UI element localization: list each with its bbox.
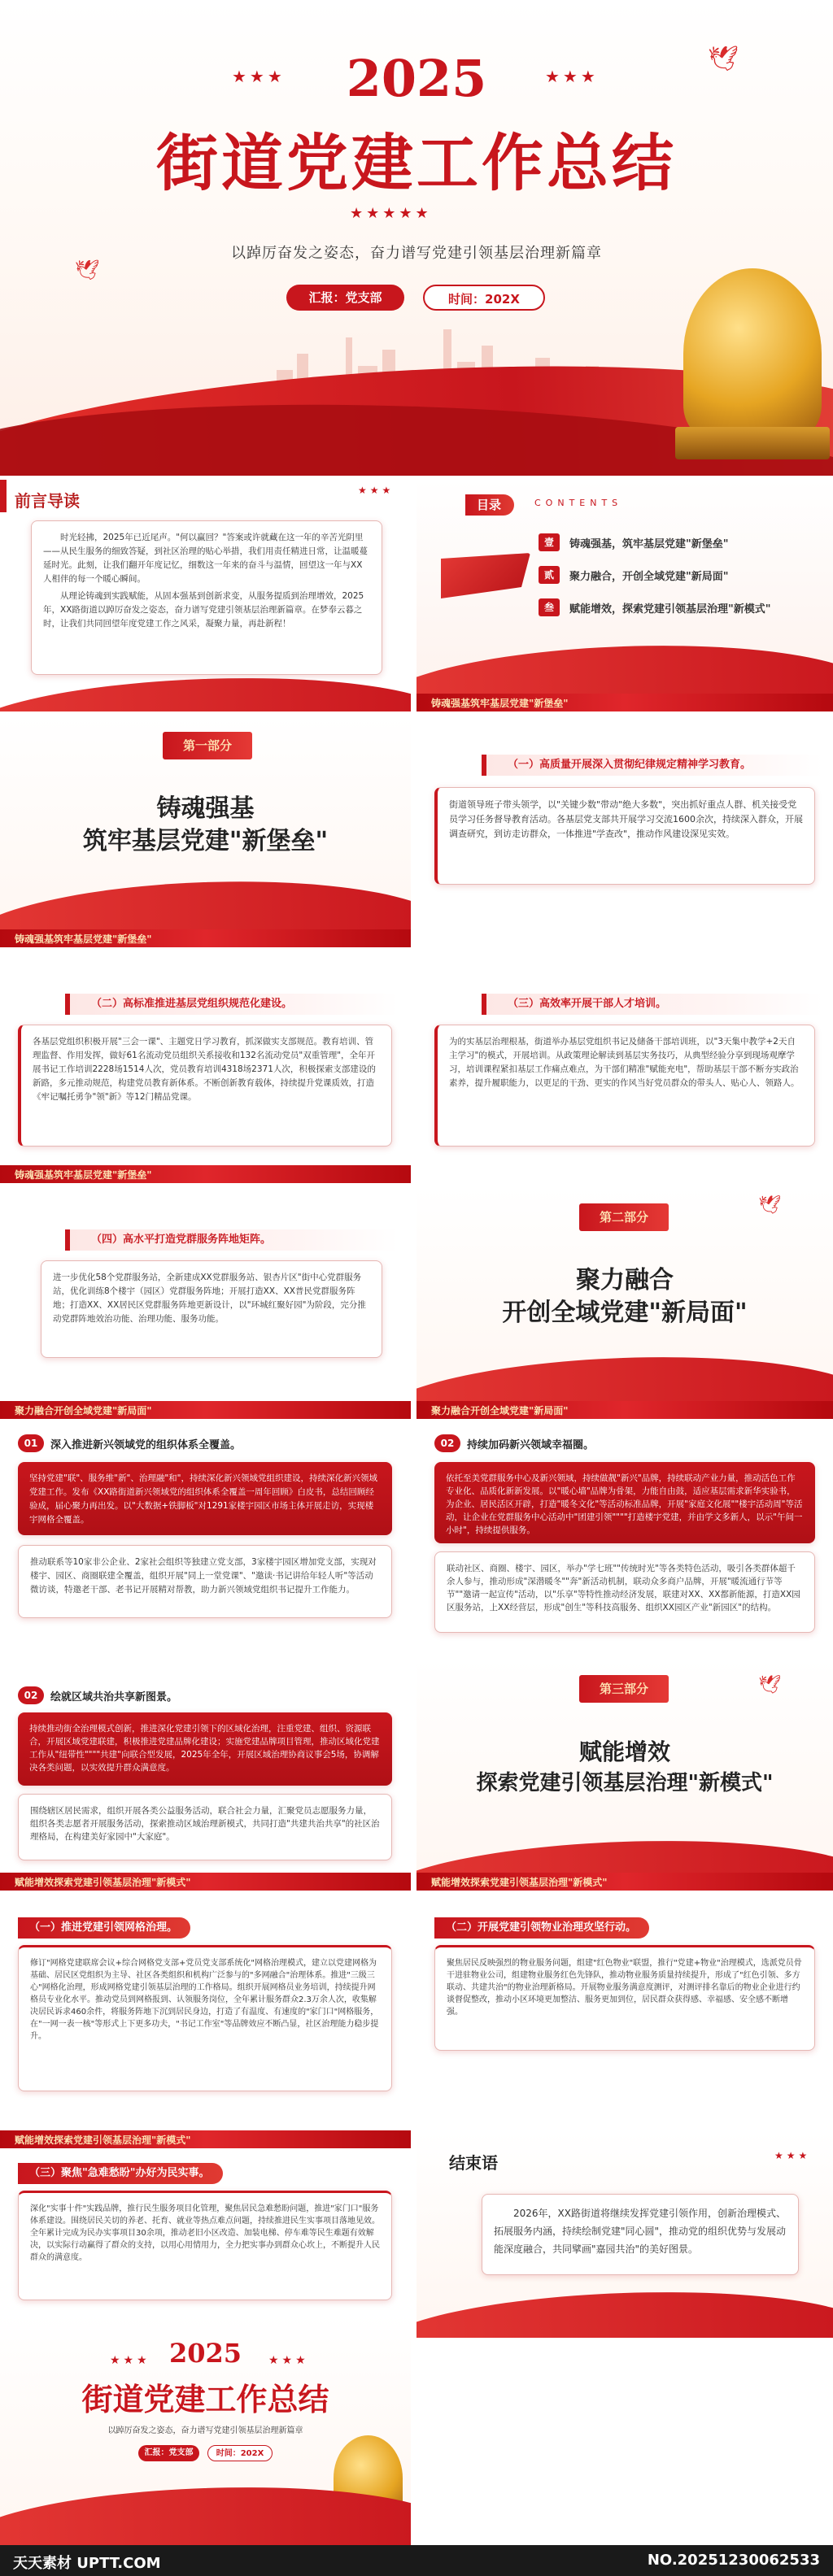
final-year: 2025 bbox=[168, 2338, 242, 2369]
content-box bbox=[434, 1025, 815, 1147]
accent-bar bbox=[0, 480, 7, 512]
content-box bbox=[482, 2194, 799, 2275]
preface-title: 前言导读 bbox=[15, 491, 80, 511]
cover-subtitle: 以踔厉奋发之姿态，奋力谱写党建引领基层治理新篇章 bbox=[231, 245, 602, 262]
footer-text: 聚力融合开创全域党建"新局面" bbox=[15, 1405, 152, 1416]
content-text: 聚焦居民反映强烈的物业服务问题，组建"红色物业"联盟，推行"党建+物业"治理模式，选派党员骨干进驻物业公司，组建物业服务红色先锋队，推动物业服务质量持续提升，形成了"红色引领、多方联动、共建共治"的物业治理新格局。开展物业服务满意度测评，对测评排名靠后的物业企业进行约谈督促整改，推动小区环境更加整洁、服务更加到位，居民群众获得感、幸福感、安全感不断增强。 bbox=[447, 1959, 802, 2017]
section-heading: （一）推进党建引领网格治理。 bbox=[18, 1917, 190, 1939]
cover-title: 街道党建工作总结 bbox=[156, 127, 677, 199]
cover-slide bbox=[0, 0, 833, 476]
part2-line1: 聚力融合 bbox=[576, 1266, 674, 1295]
content-box bbox=[434, 1551, 815, 1633]
lion-icon bbox=[683, 268, 822, 439]
content-text: 进一步优化58个党群服务站，全新建成XX党群服务站、银杏片区"街中心党群服务站，优化训练8个楼宇（园区）党群服务阵地；开展打造XX、XX普民党群服务阵地；打造XX、XX居民区党群服务阵地更新设计，以"环城红聚好园"为阶段，完分推动党群阵地效治功能、治理功能、服务功能。 bbox=[53, 1273, 366, 1324]
part2-line2: 开创全域党建"新局面" bbox=[502, 1299, 748, 1327]
content-text: 各基层党组织积极开展"三会一课"、主题党日学习教育，抓深做实支部规范。教育培训、管理监督、作用发挥，做好61名流动党员组织关系接收和132名流动党员"双重管理"，全年开展书记工作培训2228场1514人次，党员教育培训4318场2371人次，积极探索支部建设的新路，多元推动规范，构建党员教育新体系。不断创新教育载体，持续提升党课质效，打造《牢记嘱托勇争"领"新》等12门精品党课。 bbox=[33, 1037, 376, 1102]
footer-text: 聚力融合开创全域党建"新局面" bbox=[431, 1405, 569, 1416]
content-box bbox=[18, 1794, 392, 1860]
star-icon: ★★★ bbox=[268, 2354, 309, 2367]
preface-box bbox=[31, 520, 382, 675]
p1s4-slide bbox=[0, 1187, 411, 1419]
content-text: 联动社区、商圈、楼宇、园区，举办"学七班""传统时光"等各类特色活动，吸引各类群体超千余人参与，推动形成"深潜暖冬""奔"新活动机制，联动众多商户品牌，开展"暖流通行节等节""邀请一起宣传"活动，以"乐享"等特性推动经济发展，联建对XX、XX都新能源，打造XX园区服务站，上XX经营层，形成"创生"等科技高服务、组织XX园区产业"新园区"的结构。 bbox=[447, 1564, 800, 1612]
footer-text: 铸魂强基筑牢基层党建"新堡垒" bbox=[15, 1169, 152, 1181]
footer-bar bbox=[0, 2130, 411, 2148]
watermark-left: 天天素材 UPTT.COM bbox=[13, 2555, 161, 2572]
cover-reporter: 汇报：党支部 bbox=[286, 285, 404, 311]
p1s3-slide bbox=[416, 951, 833, 1183]
part3-line2: 探索党建引领基层治理"新模式" bbox=[476, 1771, 774, 1795]
content-box bbox=[18, 1025, 392, 1147]
part3-line1: 赋能增效 bbox=[578, 1738, 670, 1765]
watermark-bar bbox=[0, 2545, 833, 2576]
red-wave bbox=[0, 670, 411, 711]
section-heading: （四）高水平打造党群服务阵地矩阵。 bbox=[65, 1229, 399, 1251]
p1s1-slide bbox=[416, 716, 833, 947]
section-number: 01 bbox=[18, 1434, 44, 1452]
footer-text: 赋能增效探索党建引领基层治理"新模式" bbox=[15, 2134, 191, 2146]
footer-text: 赋能增效探索党建引领基层治理"新模式" bbox=[431, 1877, 608, 1888]
part3-slide bbox=[416, 1659, 833, 1891]
content-text: 坚持党建"联"、服务维"新"、治理融"和"，持续深化新兴领域党组织建设，持续深化新兴领域党建工作。发布《XX路街道新兴领域党的组织体系全覆盖一周年回顾》白皮书，总结回顾经验成，届心聚力再出发。以"大数据+铁脚板"对1291家楼宇园区市场主体开展走访，实现楼宇网格全覆盖。 bbox=[29, 1473, 377, 1525]
part3-tag: 第三部分 bbox=[579, 1675, 669, 1703]
preface-para2: 从理论铸魂到实践赋能，从固本强基到创新求变，从服务提质到治理增效，2025年，XX路街道以踔厉奋发之姿态，奋力谱写党建引领基层治理新篇章。在梦奉云暮之时，让我们共同回望年度党建工作之风采，凝聚力量，再赴新程！ bbox=[43, 591, 364, 629]
preface-para1: 时光轻拂，2025年已近尾声。"何以赢回？"答案或许就藏在这一年的辛苦光阴里——从民生服务的细致答疑，到社区治理的贴心举措，我们用责任精进日常，让温暖蔓延时光。此刻，让我们翻开年度记忆，细数这一年来的奋斗与温情，回望这一年与XX人相伴的每一个暖心瞬间。 bbox=[43, 533, 368, 584]
section-number: 02 bbox=[434, 1434, 460, 1452]
content-box bbox=[434, 1945, 815, 2051]
content-text: 为的实基层治理根基，街道举办基层党组织书记及储备干部培训班，以"3天集中教学+2天自主学习"的模式，开展培训。从政策理论解读到基层实务技巧，从典型经验分享到现场观摩学习，培训课程紧扣基层工作痛点难点，为干部们精准"赋能充电"，帮助基层干部不断夯实政治素养，提升履职能力，以更足的干劲、更实的作风当好党员群众的带头人、贴心人、领路人。 bbox=[449, 1037, 800, 1088]
part2-slide bbox=[416, 1187, 833, 1419]
preface-slide bbox=[0, 480, 411, 711]
final-time: 时间：202X bbox=[207, 2445, 273, 2461]
content-box bbox=[41, 1260, 382, 1358]
p2s3-slide bbox=[0, 1659, 411, 1891]
content-box bbox=[18, 1945, 392, 2091]
star-icon: ★★★ bbox=[232, 67, 286, 86]
toc-text: 赋能增效，探索党建引领基层治理"新模式" bbox=[569, 603, 771, 616]
star-icon: ★★★ bbox=[358, 485, 395, 496]
closing-slide bbox=[416, 2130, 833, 2338]
red-wave bbox=[416, 2284, 833, 2338]
section-heading: （二）开展党建引领物业治理攻坚行动。 bbox=[434, 1917, 649, 1939]
part1-line1: 铸魂强基 bbox=[156, 794, 255, 823]
footer-text: 铸魂强基筑牢基层党建"新堡垒" bbox=[431, 698, 569, 709]
content-text: 街道领导班子带头领学，以"关键少数"带动"绝大多数"，突出抓好重点人群、机关接受党员学习任务督导教育活动。各基层党支部共开展学习交流1600余次，持续深入群众，开展调查研究，到访走访群众，一体推进"学查改"，推动作风建设深见实效。 bbox=[449, 799, 803, 839]
section-heading: 绘就区域共治共享新图景。 bbox=[50, 1691, 178, 1704]
footer-bar bbox=[0, 1873, 411, 1891]
part1-line2: 筑牢基层党建"新堡垒" bbox=[82, 827, 329, 855]
section-heading: （二）高标准推进基层党组织规范化建设。 bbox=[65, 994, 399, 1015]
final-title: 街道党建工作总结 bbox=[81, 2381, 329, 2417]
final-reporter: 汇报：党支部 bbox=[138, 2445, 199, 2461]
part1-slide bbox=[0, 716, 411, 947]
part1-tag: 第一部分 bbox=[163, 732, 252, 759]
p3s1-slide bbox=[0, 1895, 411, 2126]
content-text: 推动联系等10家非公企业、2家社会组织等独建立党支部，3家楼宇园区增加党支部，实现对楼宇、园区、商圈联建全覆盖，组织开展"同上一堂党课"、"邀读·书记讲给年轻人听"等活动微访谈，特邀老干部、老书记开展精对帮教，助力新兴领域党组织书记提升工作能力。 bbox=[30, 1557, 377, 1595]
toc-num: 壹 bbox=[539, 533, 560, 551]
star-icon: ★★★★★ bbox=[350, 205, 432, 222]
content-box bbox=[18, 2191, 392, 2300]
toc-text: 铸魂强基，筑牢基层党建"新堡垒" bbox=[569, 538, 729, 550]
toc-item-3[interactable] bbox=[539, 596, 807, 619]
p2s1-slide bbox=[0, 1423, 411, 1655]
p1s2-slide bbox=[0, 951, 411, 1183]
footer-bar bbox=[416, 694, 833, 711]
content-text: 深化"实事十件"实践品牌，推行民生服务项目化管理，聚焦居民急难愁盼问题，推进"家门口"服务体系建设。围绕居民关切的养老、托育、就业等热点难点问题，持续推进民生实事项目落地见效。全年累计完成为民办实事项目30余项，推动老旧小区改造、加装电梯、停车难等民生难题有效解决，以实际行动赢得了群众的支持，以用心用情用力，全力把实事办到群众心坎上，不断提升人民群众的满意度。 bbox=[30, 2204, 380, 2262]
star-icon: ★★★ bbox=[545, 67, 599, 86]
final-cover-slide bbox=[0, 2313, 411, 2545]
closing-title: 结束语 bbox=[449, 2153, 498, 2173]
content-box-red bbox=[434, 1462, 815, 1543]
content-text: 依托至美党群服务中心及新兴领域，持续做靓"新兴"品牌，持续联动产业力量，推动活色工作专业化、品质化新新发展。以"暖心墙"品牌为骨架，力能自由鼓，适应基层需求新华实验书，为企业、居民活区开辟，打造"暖冬文化"等活动标准品牌，开展"家庭文化展""楼宇活动周"等活动，让企业在党群服务中心活动中"团建引领""""打造楼宇党建，并由学文多新人，以示"午间一小时"，持续提供服务。 bbox=[446, 1473, 803, 1535]
content-box-red bbox=[18, 1462, 392, 1535]
content-box bbox=[434, 787, 815, 885]
toc-num: 贰 bbox=[539, 566, 560, 584]
part2-tag: 第二部分 bbox=[579, 1203, 669, 1231]
content-text: 围绕辖区居民需求，组织开展各类公益服务活动，联合社会力量，汇聚党员志愿服务力量，组织各类志愿者开展服务活动，探索推动区域治理新模式，共同打造"共建共治共享"的社区治理格局，在构建美好家园中"大家庭"。 bbox=[30, 1806, 380, 1842]
dove-icon: 🕊 bbox=[758, 1195, 781, 1216]
dove-icon: 🕊 bbox=[758, 1675, 781, 1695]
footer-text: 赋能增效探索党建引领基层治理"新模式" bbox=[15, 1877, 191, 1888]
toc-label: 目录 bbox=[465, 494, 514, 516]
dove-icon: 🕊 bbox=[75, 259, 100, 281]
content-box-red bbox=[18, 1712, 392, 1786]
footer-bar bbox=[416, 1873, 833, 1891]
section-number: 02 bbox=[18, 1686, 44, 1704]
section-heading: （一）高质量开展深入贯彻纪律规定精神学习教育。 bbox=[482, 755, 823, 776]
p3s2-slide bbox=[416, 1895, 833, 2126]
toc-num: 叁 bbox=[539, 598, 560, 616]
lion-pedestal bbox=[675, 427, 830, 459]
content-text: 修订"网格党建联席会议+综合网格党支部+党员党支部系统化"网格治理模式，建立以党建网格为基础、居民区党组织为主导、社区各类组织和机构广泛参与的"多网融合"治理体系。推进"三级三心"网格化治理，形成网格党建引领基层治理的工作格局。组织开展网格员业务培训，持续提升网格员专业化水平。推动党员到网格报到、认领服务岗位，全年累计服务群众2.3万余人次，收集解决居民诉求460余件，将服务阵地下沉到居民身边，打造了有温度、有速度的"家门口"网格服务，在"一网一表一核"等形式上下更多功夫，"书记工作室"等品牌效应不断凸显，社区治理能力稳步提升。 bbox=[30, 1959, 379, 2041]
content-text: 2026年，XX路街道将继续发挥党建引领作用，创新治理模式、拓展服务内涵，持续绘制党建"同心圆"，推动党的组织优势与发展动能深度融合，共同擘画"嘉园共治"的美好图景。 bbox=[494, 2208, 787, 2255]
content-box bbox=[18, 1545, 392, 1618]
toc-text: 聚力融合，开创全域党建"新局面" bbox=[569, 571, 729, 583]
p2s2-slide bbox=[416, 1423, 833, 1655]
flag-icon bbox=[441, 553, 530, 610]
final-subtitle: 以踔厉奋发之姿态，奋力谱写党建引领基层治理新篇章 bbox=[107, 2426, 303, 2435]
section-heading: 持续加码新兴领域幸福圈。 bbox=[467, 1439, 595, 1451]
footer-text: 铸魂强基筑牢基层党建"新堡垒" bbox=[15, 933, 152, 945]
footer-bar bbox=[0, 1401, 411, 1419]
toc-slide bbox=[416, 480, 833, 711]
section-heading: （三）聚焦"急难愁盼"办好为民实事。 bbox=[18, 2163, 223, 2184]
dove-icon: 🕊 bbox=[708, 45, 739, 73]
star-icon: ★★★ bbox=[774, 2150, 811, 2161]
footer-bar bbox=[0, 1165, 411, 1183]
toc-item-2[interactable] bbox=[539, 564, 807, 586]
footer-bar bbox=[0, 929, 411, 947]
star-icon: ★★★ bbox=[110, 2354, 150, 2367]
cover-time: 时间：202X bbox=[423, 285, 545, 311]
section-heading: 深入推进新兴领域党的组织体系全覆盖。 bbox=[50, 1439, 242, 1451]
footer-bar bbox=[416, 1401, 833, 1419]
toc-contents: CONTENTS bbox=[534, 498, 623, 508]
section-heading: （三）高效率开展干部人才培训。 bbox=[482, 994, 823, 1015]
watermark-right: NO.20251230062533 bbox=[647, 2552, 820, 2569]
toc-item-1[interactable] bbox=[539, 531, 807, 554]
p3s3-slide bbox=[0, 2130, 411, 2309]
cover-year: 2025 bbox=[346, 49, 487, 108]
content-text: 持续推动街全治理模式创新，推进深化党建引领下的区域化治理，注重党建、组织、资源联合，开展区域党建联建，积极推进党建品牌化建设；实施党建品牌项目管理，推动区域化党建工作从"纽带性""""共建"向联合型发展，2025年全年，开展区域治理协商议事会5场，协调解决各类问题，以实效提升群众满意度。 bbox=[29, 1724, 380, 1773]
